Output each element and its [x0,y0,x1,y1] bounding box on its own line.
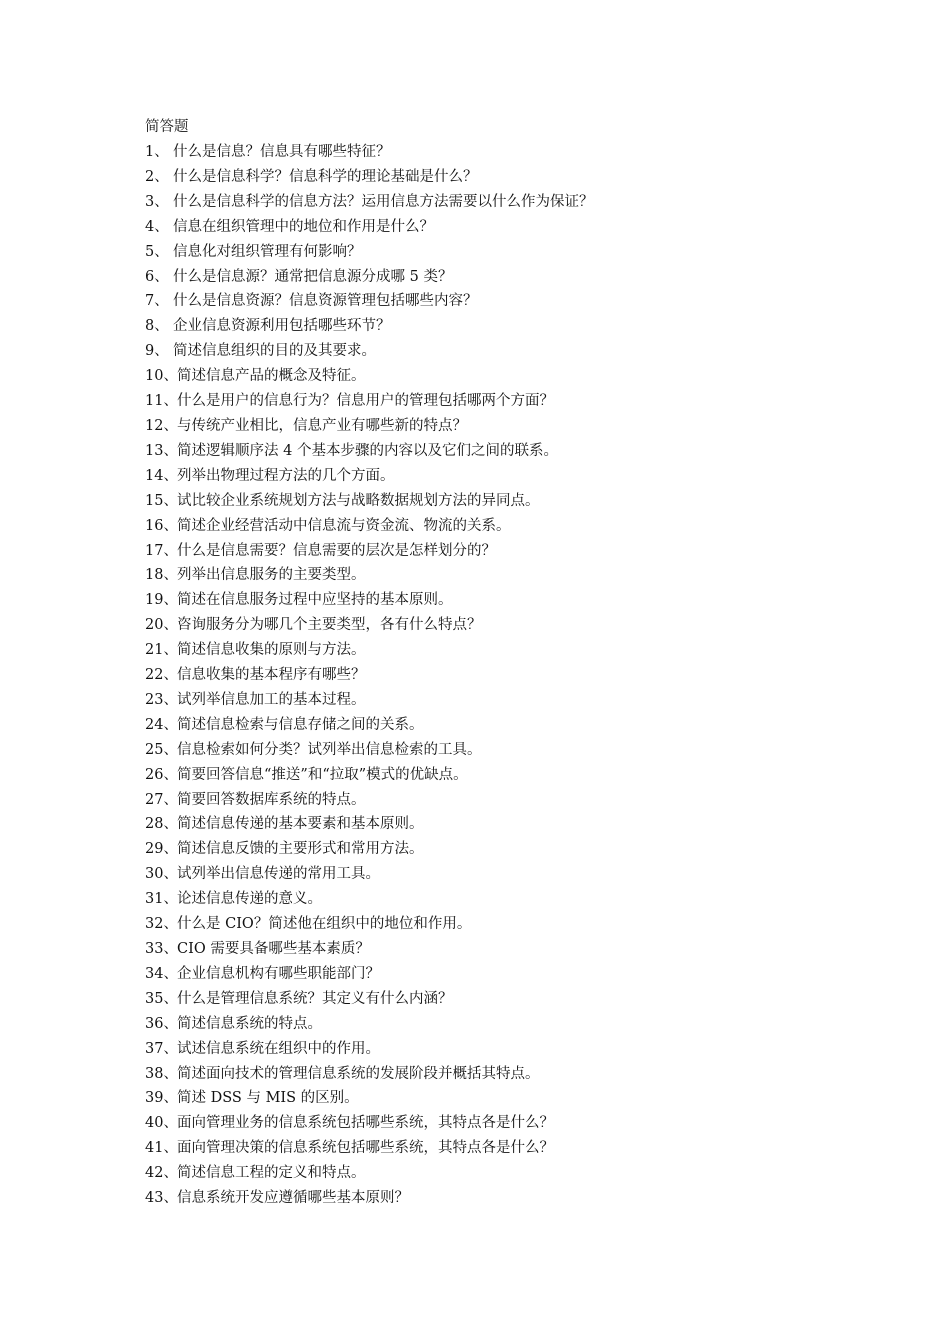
question-number: 32、 [145,916,178,933]
question-number: 43、 [145,1190,178,1207]
question-item [145,563,885,588]
question-item [145,987,885,1012]
question-text: 什么是信息？信息具有哪些特征？ [173,144,391,160]
question-text: 面向管理决策的信息系统包括哪些系统，其特点各是什么？ [177,1140,554,1157]
question-item [145,812,885,837]
question-text: 列举出信息服务的主要类型。 [177,567,366,584]
question-item [145,663,885,688]
question-number: 18、 [145,567,178,584]
question-item [145,837,885,862]
question-number: 33、 [145,941,178,957]
question-item [145,788,885,813]
question-text: 什么是信息科学？信息科学的理论基础是什么？ [173,168,478,185]
question-item [145,713,885,738]
question-item [145,1111,885,1136]
question-item [145,464,885,489]
question-item [145,738,885,763]
question-text: 什么是信息源？通常把信息源分成哪 5 类？ [173,268,453,285]
question-text: 简述信息系统的特点。 [177,1015,322,1032]
question-item [145,265,885,290]
question-text: 企业信息机构有哪些职能部门？ [177,965,380,982]
question-text: 简述信息收集的原则与方法。 [177,642,366,659]
question-number: 31、 [145,891,178,908]
question-text: 简述企业经营活动中信息流与资金流、物流的关系。 [177,517,511,534]
question-item [145,489,885,514]
question-item [145,1161,885,1186]
question-text: 简述信息传递的基本要素和基本原则。 [177,816,424,833]
question-item [145,1186,885,1211]
question-item [145,638,885,663]
question-text: 简要回答信息“推送”和“拉取”模式的优缺点。 [177,766,468,783]
question-item [145,588,885,613]
question-number: 23、 [145,691,178,708]
question-number: 15、 [145,492,178,509]
question-item [145,314,885,339]
question-text: 信息化对组织管理有何影响？ [173,243,362,260]
question-text: 简述在信息服务过程中应坚持的基本原则。 [177,592,453,609]
question-item [145,514,885,539]
question-number: 4、 [145,218,169,235]
question-number: 21、 [145,642,178,659]
question-item [145,613,885,638]
question-item [145,289,885,314]
question-number: 37、 [145,1040,178,1057]
question-text: 简述逻辑顺序法 4 个基本步骤的内容以及它们之间的联系。 [177,442,558,459]
question-text: 信息检索如何分类？试列举出信息检索的工具。 [177,741,482,758]
question-item [145,339,885,364]
question-item [145,240,885,265]
question-number: 36、 [145,1015,178,1032]
question-number: 20、 [145,617,178,634]
question-item [145,763,885,788]
question-number: 3、 [145,193,169,210]
question-text: 试列举出信息传递的常用工具。 [177,866,380,883]
question-number: 24、 [145,716,178,733]
question-item [145,862,885,887]
question-number: 9、 [145,343,169,360]
question-number: 6、 [145,268,169,285]
question-number: 17、 [145,542,178,559]
question-number: 2、 [145,168,169,185]
question-list [145,140,885,1211]
question-text: 论述信息传递的意义。 [177,891,322,908]
question-item [145,414,885,439]
question-text: 什么是信息科学的信息方法？运用信息方法需要以什么作为保证？ [173,193,594,210]
question-text: 咨询服务分为哪几个主要类型，各有什么特点？ [177,617,482,634]
question-number: 38、 [145,1065,178,1082]
question-text: 什么是用户的信息行为？信息用户的管理包括哪两个方面？ [177,393,554,410]
question-text: 简要回答数据库系统的特点。 [177,791,366,808]
question-number: 10、 [145,368,178,385]
question-number: 13、 [145,442,178,459]
question-item [145,165,885,190]
question-item [145,140,885,165]
question-text: 列举出物理过程方法的几个方面。 [177,467,395,484]
question-text: 简述信息反馈的主要形式和常用方法。 [177,841,424,858]
question-item [145,887,885,912]
question-text: 试述信息系统在组织中的作用。 [177,1040,380,1057]
question-text: 简述面向技术的管理信息系统的发展阶段并概括其特点。 [177,1065,540,1082]
question-item [145,1086,885,1111]
question-item [145,1062,885,1087]
question-number: 26、 [145,766,178,783]
question-text: 面向管理业务的信息系统包括哪些系统，其特点各是什么？ [177,1115,554,1132]
question-item [145,1037,885,1062]
question-item [145,190,885,215]
question-number: 1、 [145,144,169,160]
question-item [145,539,885,564]
question-number: 22、 [145,667,178,684]
question-text: 什么是管理信息系统？其定义有什么内涵？ [177,990,453,1007]
question-text: 简述 DSS 与 MIS 的区别。 [177,1090,359,1107]
question-number: 34、 [145,965,178,982]
document-title: 简答题 [145,119,189,135]
question-number: 42、 [145,1165,178,1182]
question-text: 简述信息工程的定义和特点。 [177,1165,366,1182]
question-item [145,439,885,464]
question-number: 41、 [145,1140,178,1157]
question-text: 什么是信息需要？信息需要的层次是怎样划分的？ [177,542,496,559]
question-text: 什么是 CIO？简述他在组织中的地位和作用。 [177,916,472,933]
question-text: 企业信息资源利用包括哪些环节？ [173,318,391,335]
question-number: 14、 [145,467,178,484]
question-text: 简述信息产品的概念及特征。 [177,368,366,385]
question-number: 30、 [145,866,178,883]
question-number: 25、 [145,741,178,758]
question-text: 信息在组织管理中的地位和作用是什么？ [173,218,434,235]
question-item [145,364,885,389]
question-text: 什么是信息资源？信息资源管理包括哪些内容？ [173,293,478,310]
question-item [145,389,885,414]
question-text: 信息收集的基本程序有哪些？ [177,667,366,684]
question-number: 29、 [145,841,178,858]
question-number: 35、 [145,990,178,1007]
question-text: 简述信息检索与信息存储之间的关系。 [177,716,424,733]
question-item [145,912,885,937]
question-text: CIO 需要具备哪些基本素质？ [177,941,370,957]
question-text: 信息系统开发应遵循哪些基本原则？ [177,1190,409,1207]
question-number: 28、 [145,816,178,833]
question-number: 8、 [145,318,169,335]
question-number: 7、 [145,293,169,310]
question-number: 40、 [145,1115,178,1132]
question-item [145,1012,885,1037]
question-number: 12、 [145,417,178,434]
question-item [145,937,885,962]
question-number: 27、 [145,791,178,808]
question-item [145,1136,885,1161]
question-number: 19、 [145,592,178,609]
question-number: 5、 [145,243,169,260]
question-number: 16、 [145,517,178,534]
question-text: 与传统产业相比，信息产业有哪些新的特点？ [177,417,467,434]
document-content [145,115,885,1211]
question-text: 简述信息组织的目的及其要求。 [173,343,376,360]
question-text: 试列举信息加工的基本过程。 [177,691,366,708]
question-text: 试比较企业系统规划方法与战略数据规划方法的异同点。 [177,492,540,509]
question-number: 39、 [145,1090,178,1107]
question-item [145,962,885,987]
question-item [145,688,885,713]
question-item [145,215,885,240]
question-number: 11、 [145,393,178,410]
